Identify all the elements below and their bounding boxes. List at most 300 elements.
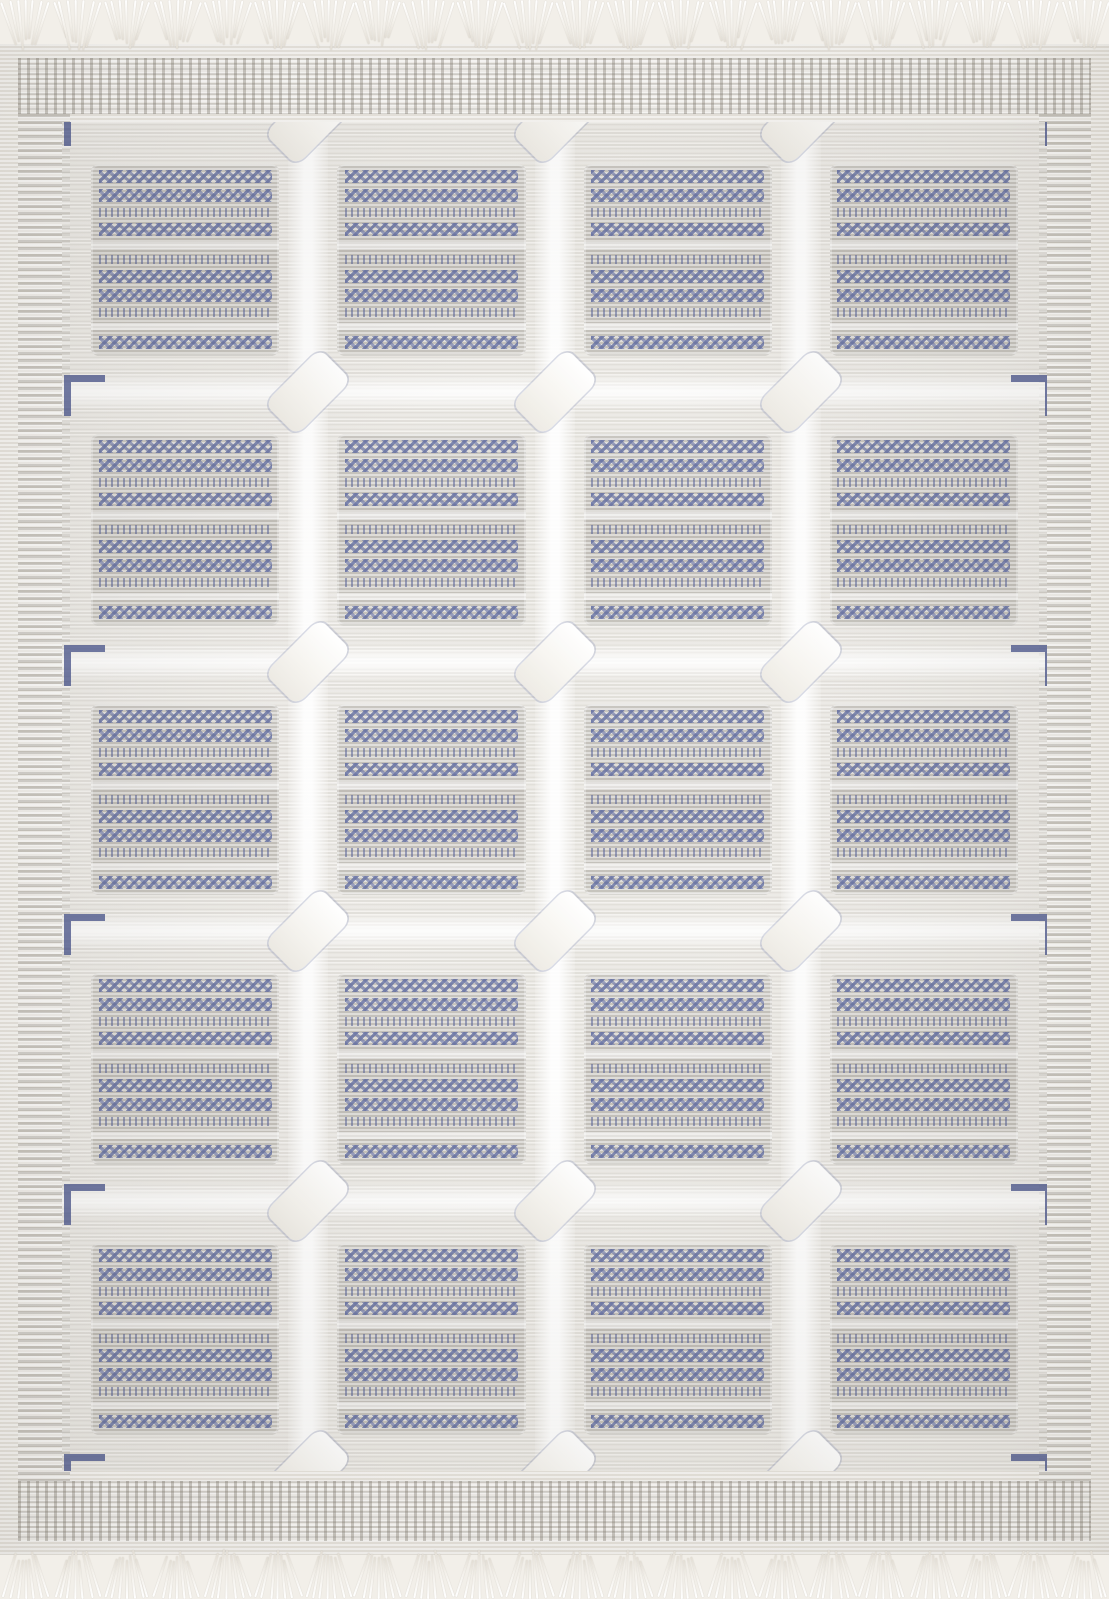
motif-stripe [337,1051,525,1058]
rug-motif-block [91,704,279,896]
motif-stripe [837,170,1010,183]
fringe-strand [377,1557,379,1599]
navy-hook-accent [1011,914,1047,955]
rug-motif-block [830,1243,1018,1435]
motif-stripe [591,1117,764,1126]
lattice-diamond [265,1158,352,1245]
motif-stripe [591,606,764,619]
motif-stripe [91,1402,279,1409]
rug-motif-block [584,434,772,626]
fringe-tassel [920,1547,946,1599]
navy-hook-accent [64,1454,105,1471]
fringe-strand [1083,0,1086,47]
fringe-strand [875,1553,881,1599]
fringe-tassel [567,1547,593,1599]
motif-stripe [591,440,764,453]
fringe-strand [831,1558,834,1599]
fringe-tassel [768,0,794,52]
motif-stripe [99,1032,272,1045]
motif-stripe [591,848,764,857]
fringe-tassel [163,1547,189,1599]
lattice-diamond [511,1158,598,1245]
motif-stripe [591,829,764,842]
lattice-diamond [265,618,352,705]
motif-stripe [591,1334,764,1343]
fringe-tassel [315,1547,341,1599]
lattice-diamond [757,348,844,435]
motif-stripe [99,1387,272,1396]
motif-stripe [345,440,518,453]
fringe-tassel [63,1547,89,1599]
fringe-strand [781,1554,783,1599]
fringe-strand [1032,1561,1035,1599]
fringe-strand [882,1560,884,1599]
motif-stripe [345,1145,518,1158]
fringe-strand [321,0,326,38]
motif-stripe [345,459,518,472]
fringe-tassel [718,1547,744,1599]
motif-stripe [345,1098,518,1111]
motif-stripe [584,1051,772,1058]
motif-stripe [837,829,1010,842]
motif-stripe [837,1287,1010,1296]
motif-stripe [91,242,279,249]
motif-stripe [91,593,279,600]
motif-stripe [584,512,772,519]
motif-stripe [99,1079,272,1092]
motif-stripe [99,763,272,776]
motif-stripe [830,1402,1018,1409]
rug-motif-block [91,434,279,626]
fringe-tassel [63,0,89,52]
motif-stripe [345,223,518,236]
motif-stripe [837,1117,1010,1126]
motif-stripe [591,459,764,472]
fringe-strand [1083,1561,1086,1599]
motif-stripe [837,1302,1010,1315]
motif-stripe [837,1387,1010,1396]
motif-stripe [837,1064,1010,1073]
motif-stripe [99,1017,272,1026]
motif-stripe [345,748,518,757]
motif-stripe [345,578,518,587]
rug-pattern-field [62,122,1047,1471]
motif-stripe [345,810,518,823]
rug-motif-block [584,704,772,896]
motif-stripe [91,782,279,789]
motif-stripe [584,323,772,330]
fringe-strand [680,0,682,46]
fringe-tassel [869,0,895,52]
fringe-tassel [617,0,643,52]
motif-stripe [837,998,1010,1011]
rug-motif-block [337,434,525,626]
motif-stripe [837,1079,1010,1092]
fringe-tassel [113,0,139,52]
motif-stripe [99,606,272,619]
motif-stripe [345,1032,518,1045]
fringe-strand [731,1557,733,1599]
motif-stripe [345,1117,518,1126]
navy-hook-accent [64,1184,105,1225]
motif-stripe [99,525,272,534]
fringe-tassel [516,0,542,52]
motif-stripe [837,270,1010,283]
rug-motif-block [830,434,1018,626]
fringe-tassel [163,0,189,52]
fringe-strand [78,1560,83,1599]
motif-stripe [837,459,1010,472]
fringe-tassel [668,1547,694,1599]
fringe-strand [529,1560,531,1599]
border-band-top [18,58,1091,114]
fringe-strand [276,0,279,47]
motif-stripe [830,593,1018,600]
fringe-tassel [516,1547,542,1599]
motif-stripe [99,308,272,317]
motif-stripe [345,336,518,349]
motif-stripe [99,540,272,553]
fringe-strand [730,0,733,48]
motif-stripe [99,208,272,217]
fringe-strand [126,1560,128,1599]
motif-stripe [837,525,1010,534]
motif-stripe [591,1268,764,1281]
motif-stripe [591,1302,764,1315]
motif-stripe [584,863,772,870]
motif-stripe [345,170,518,183]
motif-stripe [345,606,518,619]
motif-stripe [99,710,272,723]
motif-stripe [345,795,518,804]
fringe-strand [25,1560,27,1599]
fringe-strand [579,1551,581,1599]
fringe-strand [176,1556,178,1599]
fringe-tassel [12,0,38,52]
motif-stripe [591,1415,764,1428]
motif-stripe [99,223,272,236]
motif-stripe [591,289,764,302]
lattice-diamond [511,348,598,435]
motif-stripe [99,1249,272,1262]
motif-stripe [337,242,525,249]
rug-motif-block [830,704,1018,896]
fringe-strand [1032,0,1035,43]
lattice-column-divider [781,122,821,1471]
motif-stripe [830,1132,1018,1139]
motif-stripe [345,540,518,553]
motif-stripe [345,710,518,723]
fringe-strand [672,1556,678,1599]
fringe-tassel [869,1547,895,1599]
motif-stripe [591,1098,764,1111]
fringe-strand [427,1561,430,1599]
motif-stripe [99,1368,272,1381]
fringe-strand [327,0,330,42]
fringe-tassel [415,0,441,52]
motif-stripe [91,1132,279,1139]
rug-field [0,44,1109,1555]
fringe-strand [478,0,481,48]
motif-stripe [345,1302,518,1315]
motif-stripe [591,1032,764,1045]
motif-stripe [345,270,518,283]
lattice-column-divider [288,122,328,1471]
lattice-diamond [265,888,352,975]
motif-stripe [837,208,1010,217]
motif-stripe [99,170,272,183]
motif-stripe [99,748,272,757]
motif-stripe [584,1402,772,1409]
motif-stripe [99,1334,272,1343]
fringe-tassel [214,0,240,52]
lattice-diamond [757,1158,844,1245]
motif-stripe [345,478,518,487]
motif-stripe [99,289,272,302]
fringe-strand [981,0,984,46]
motif-stripe [337,1402,525,1409]
motif-stripe [91,323,279,330]
motif-stripe [91,1051,279,1058]
motif-stripe [99,998,272,1011]
fringe-tassel [264,1547,290,1599]
fringe-tassel [970,1547,996,1599]
motif-stripe [99,1302,272,1315]
motif-stripe [591,223,764,236]
motif-stripe [837,710,1010,723]
rug-motif-block [584,164,772,356]
motif-stripe [830,1321,1018,1328]
lattice-diamond [265,348,352,435]
motif-stripe [837,440,1010,453]
motif-stripe [591,559,764,572]
motif-stripe [99,336,272,349]
fringe-strand [931,0,934,46]
motif-stripe [591,810,764,823]
fringe-tassel [668,0,694,52]
fringe-strand [427,0,430,43]
fringe-strand [270,1554,276,1599]
motif-stripe [591,1349,764,1362]
fringe-tassel [1020,0,1046,52]
motif-stripe [99,1349,272,1362]
motif-stripe [837,478,1010,487]
motif-stripe [591,763,764,776]
motif-stripe [99,255,272,264]
fringe-tassel [718,0,744,52]
motif-stripe [345,729,518,742]
rug-motif-block [337,1243,525,1435]
motif-stripe [99,810,272,823]
motif-stripe [99,876,272,889]
fringe-strand [327,1555,329,1599]
motif-stripe [337,1321,525,1328]
fringe-tassel [214,1547,240,1599]
fringe-strand [176,0,179,49]
motif-stripe [591,1368,764,1381]
motif-stripe [345,1064,518,1073]
motif-stripe [99,440,272,453]
motif-stripe [345,979,518,992]
motif-stripe [99,493,272,506]
motif-stripe [99,1145,272,1158]
fringe-strand [983,1554,985,1599]
motif-stripe [99,270,272,283]
motif-stripe [99,848,272,857]
motif-stripe [345,189,518,202]
motif-stripe [591,1287,764,1296]
motif-stripe [345,848,518,857]
fringe-tassel [315,0,341,52]
fringe-strand [976,0,981,40]
motif-stripe [830,323,1018,330]
motif-stripe [837,255,1010,264]
motif-stripe [345,493,518,506]
motif-stripe [591,1387,764,1396]
navy-hook-accent [1011,122,1047,146]
fringe-tassel [1020,1547,1046,1599]
motif-stripe [337,1132,525,1139]
motif-stripe [591,493,764,506]
border-band-bottom [18,1481,1091,1541]
motif-stripe [837,810,1010,823]
motif-stripe [837,1032,1010,1045]
motif-stripe [591,876,764,889]
motif-stripe [837,1349,1010,1362]
motif-stripe [837,606,1010,619]
motif-stripe [99,559,272,572]
motif-stripe [591,1079,764,1092]
lattice-column-divider [535,122,575,1471]
motif-stripe [837,1415,1010,1428]
rug-motif-block [91,973,279,1165]
navy-hook-accent [64,645,105,686]
motif-stripe [591,578,764,587]
motif-stripe [91,863,279,870]
fringe-strand [17,0,24,50]
motif-stripe [837,848,1010,857]
motif-stripe [837,336,1010,349]
motif-stripe [837,540,1010,553]
motif-stripe [837,1334,1010,1343]
fringe-strand [830,0,833,46]
navy-hook-accent [64,914,105,955]
motif-stripe [591,308,764,317]
motif-stripe [91,512,279,519]
motif-stripe [99,979,272,992]
motif-stripe [591,170,764,183]
fringe-strand [521,1559,528,1598]
navy-hook-accent [64,375,105,416]
rug-motif-block [584,1243,772,1435]
motif-stripe [99,189,272,202]
motif-stripe [584,782,772,789]
motif-stripe [837,1145,1010,1158]
navy-hook-accent [1011,1454,1047,1471]
fringe-strand [236,2,252,44]
motif-stripe [591,478,764,487]
motif-stripe [837,493,1010,506]
rug-motif-block [91,164,279,356]
motif-stripe [99,1098,272,1111]
motif-stripe [591,208,764,217]
fringe-tassel [264,0,290,52]
motif-stripe [837,979,1010,992]
lattice-diamond [511,618,598,705]
motif-stripe [837,1249,1010,1262]
motif-stripe [591,710,764,723]
navy-hook-accent [1011,1184,1047,1225]
motif-stripe [830,242,1018,249]
motif-stripe [591,255,764,264]
motif-stripe [837,1098,1010,1111]
fringe-tassel [415,1547,441,1599]
rug-motif-block [584,973,772,1165]
motif-stripe [830,1051,1018,1058]
motif-stripe [345,525,518,534]
motif-stripe [837,1017,1010,1026]
fringe-tassel [466,0,492,52]
motif-stripe [591,998,764,1011]
rug-motif-block [337,164,525,356]
top-fringe [0,0,1109,52]
fringe-strand [226,0,228,38]
fringe-tassel [1071,0,1097,52]
motif-stripe [830,863,1018,870]
motif-stripe [830,512,1018,519]
motif-stripe [591,336,764,349]
motif-stripe [337,323,525,330]
fringe-tassel [567,0,593,52]
motif-stripe [591,1145,764,1158]
motif-stripe [99,1287,272,1296]
motif-stripe [337,512,525,519]
fringe-strand [230,0,236,45]
motif-stripe [584,242,772,249]
fringe-tassel [920,0,946,52]
motif-stripe [837,189,1010,202]
motif-stripe [591,729,764,742]
motif-stripe [99,1117,272,1126]
motif-stripe [837,729,1010,742]
motif-stripe [837,578,1010,587]
motif-stripe [837,1368,1010,1381]
fringe-strand [528,0,531,50]
motif-stripe [345,255,518,264]
motif-stripe [591,1064,764,1073]
fringe-strand [881,0,884,47]
motif-stripe [345,1415,518,1428]
rug-motif-block [337,973,525,1165]
motif-stripe [591,525,764,534]
fringe-strand [478,1550,481,1599]
lattice-diamond [511,888,598,975]
motif-stripe [345,559,518,572]
fringe-tassel [365,1547,391,1599]
motif-stripe [591,1249,764,1262]
fringe-strand [1087,1561,1092,1599]
fringe-tassel [819,0,845,52]
rug-motif-block [830,164,1018,356]
motif-stripe [91,1321,279,1328]
motif-stripe [591,540,764,553]
motif-stripe [99,1064,272,1073]
motif-stripe [99,1415,272,1428]
motif-stripe [345,308,518,317]
motif-stripe [99,478,272,487]
motif-stripe [345,1349,518,1362]
motif-stripe [99,729,272,742]
